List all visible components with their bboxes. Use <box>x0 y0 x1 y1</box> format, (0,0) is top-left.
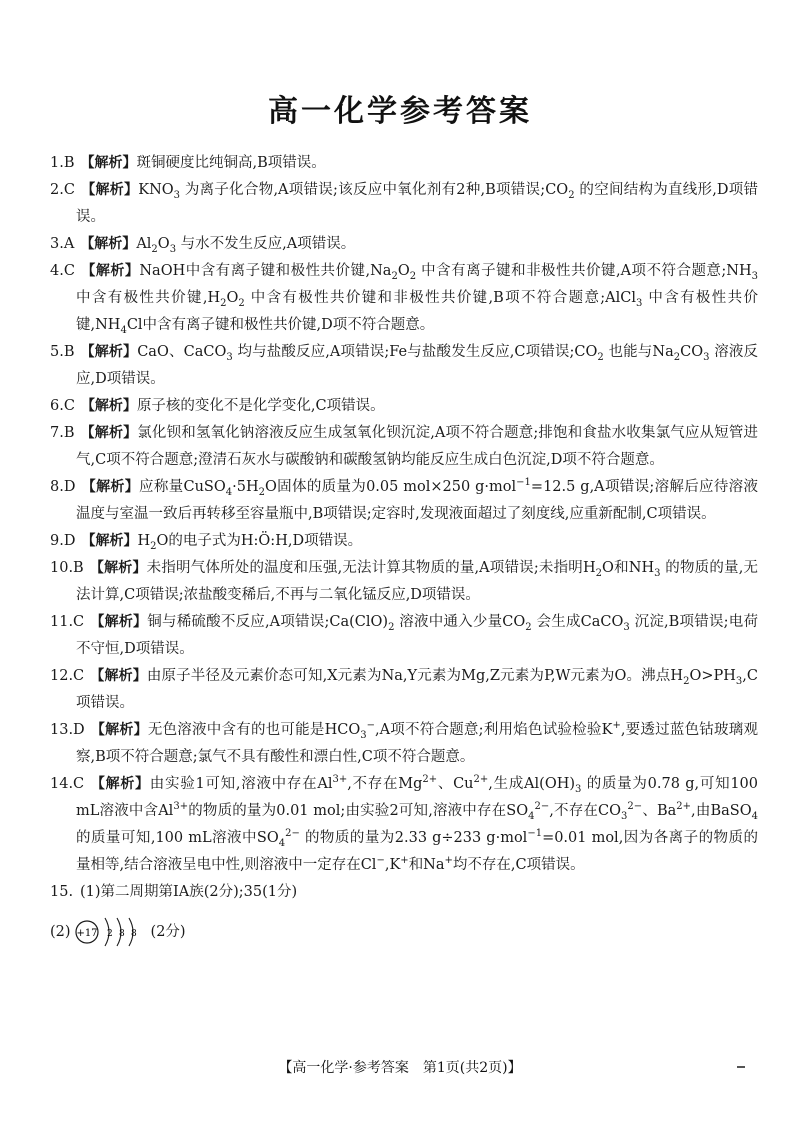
answer-item <box>50 609 758 663</box>
analysis-tag: 【解析】 <box>90 614 148 630</box>
page-title: 高一化学参考答案 <box>268 94 532 129</box>
analysis-tag: 【解析】 <box>80 182 139 198</box>
answer-number: 5.B <box>50 344 75 360</box>
electron-count: 8 <box>130 929 137 939</box>
answer-item <box>50 771 758 879</box>
answer-item <box>50 474 758 528</box>
analysis-tag: 【解析】 <box>89 560 147 576</box>
analysis-tag: 【解析】 <box>80 398 137 414</box>
answer-item <box>50 339 758 393</box>
answer-number: 2.C <box>50 182 75 198</box>
answer-item <box>50 717 758 771</box>
answer-item <box>50 393 758 420</box>
answer-number: 15. <box>50 884 74 900</box>
atom-line-prefix: (2) <box>50 923 71 940</box>
electron-count: 2 <box>106 929 113 939</box>
electron-count: 8 <box>118 929 125 939</box>
analysis-tag: 【解析】 <box>80 425 138 441</box>
answer-text: 铜与稀硫酸不反应,A项错误$;Ca(ClO)_2$ 溶液中通入少量$CO_2$ 会生成CaCO$_3$ 沉淀,B项错误;电荷不守恒,D项错误。 <box>76 614 759 657</box>
corner-mark <box>737 1066 745 1068</box>
answer-text: (1)第二周期第ⅠA族(2分);35(1分) <box>80 884 298 900</box>
answer-number: 6.C <box>50 398 75 414</box>
answer-item <box>50 528 758 555</box>
answer-number: 3.A <box>50 236 75 252</box>
analysis-tag: 【解析】 <box>90 668 147 684</box>
answer-item <box>50 420 758 474</box>
answer-text: 氯化钡和氢氧化钠溶液反应生成氢氧化钡沉淀,A项不符合题意;排饱和食盐水收集氯气应从短管进气,C项不符合题意;澄清石灰水与碳酸钠和碳酸氢钠均能反应生成白色沉淀,D项不符合题意。 <box>76 425 758 468</box>
page-footer: 【高一化学·参考答案 第1页(共2页)】 <box>278 1060 522 1076</box>
answer-item <box>50 879 758 906</box>
analysis-tag: 【解析】 <box>80 263 140 279</box>
analysis-tag: 【解析】 <box>81 479 140 495</box>
answer-text: 应称量$CuSO_4\cdot 5H_2O$固体的质量为0.05 mol×250 g·mol$^{-1}$=12.5 g,A项错误;溶解后应待溶液温度与室温一致后再转移至容量瓶中,B项错误;定容时,发现液面超过了刻度线,应重新配制,C项错误。 <box>76 477 758 522</box>
answer-item <box>50 555 758 609</box>
answer-number: 14.C <box>50 776 85 792</box>
atom-line-score: (2分) <box>150 923 186 940</box>
answer-text: CaO、CaCO$_3$ 均与盐酸反应,A项错误;Fe与盐酸发生反应,C项错误$;CO_2$ 也能与$Na_2CO_3$ 溶液反应,D项错误。 <box>76 344 759 387</box>
answer-number: 8.D <box>50 479 76 495</box>
answer-number: 7.B <box>50 425 75 441</box>
answer-number: 13.D <box>50 722 85 738</box>
answer-list <box>50 150 758 952</box>
answer-text: 无色溶液中含有的也可能是$HCO_3^-,A$项不符合题意;利用焰色试验检验K+,要透过蓝色钴玻璃观察,B项不符合题意;氯气不具有酸性和漂白性,C项不符合题意。 <box>76 720 758 765</box>
answer-item <box>50 231 758 258</box>
answer-text: 原子核的变化不是化学变化,C项错误。 <box>136 398 385 414</box>
answer-item <box>50 258 758 339</box>
analysis-tag: 【解析】 <box>90 776 150 792</box>
answer-number: 1.B <box>50 155 75 171</box>
answer-text: $H_2O$的电子式为H:Ö:H,D项错误。 <box>137 533 363 552</box>
analysis-tag: 【解析】 <box>80 344 138 360</box>
answer-text: 斑铜硬度比纯铜高,B项错误。 <box>136 155 326 171</box>
answer-text: $Al_2O_3$ 与水不发生反应,A项错误。 <box>136 236 356 255</box>
answer-item <box>50 663 758 717</box>
answer-number: 10.B <box>50 560 84 576</box>
answer-text: $KNO_3$ 为离子化合物,A项错误;该反应中氧化剂有2种,B项错误$;CO_2$ 的空间结构为直线形,D项错误。 <box>76 182 759 225</box>
analysis-tag: 【解析】 <box>80 155 137 171</box>
answer-number: 12.C <box>50 668 85 684</box>
answer-number: 9.D <box>50 533 76 549</box>
answer-text: 未指明气体所处的温度和压强,无法计算其物质的量,A项错误;未指明$H_2O$和$NH_3$ 的物质的量,无法计算,C项错误;浓盐酸变稀后,不再与二氧化锰反应,D项错误。 <box>76 560 759 603</box>
answer-number: 4.C <box>50 263 75 279</box>
analysis-tag: 【解析】 <box>80 236 137 252</box>
answer-text: 由原子半径及元素价态可知,X元素为Na,Y元素为Mg,Z元素为P,W元素为O。沸点$H_2O>PH_3,C$项错误。 <box>76 668 758 711</box>
nucleus-charge: +17 <box>75 928 98 939</box>
answer-item <box>50 177 758 231</box>
chloride-ion-diagram <box>71 912 151 952</box>
analysis-tag: 【解析】 <box>81 533 138 549</box>
answer-number: 11.C <box>50 614 85 630</box>
answer-text: 由实验1可知,溶液中存在$Al^{3+}$,不存在$Mg^{2+}$、$Cu^{2+}$,生成$Al(OH)_3$ 的质量为0.78 g,可知100 mL溶液中含$Al^{3+}$的物质的量为0.01 mol;由实验2可知,溶液中存在$SO_4^{2-}$,不存在$CO_3^{2-}$、$Ba^{2+}$,由BaSO$_4$ 的质量可知,100 mL溶液中$SO_4^{2-}$ 的物质的量为2.33 g÷233 g·mol$^{-1}$=0.01 mol,因为各离子的物质的量相等,结合溶液呈电中性,则溶液中一定存在Cl−,K+和Na+均不存在,C项错误。 <box>76 774 758 873</box>
answer-item <box>50 150 758 177</box>
analysis-tag: 【解析】 <box>90 722 148 738</box>
atom-structure-line <box>50 912 758 952</box>
answer-text: NaOH中含有离子键和极性共价键$,Na_2O_2$ 中含有离子键和非极性共价键,A项不符合题意$;NH_3$ 中含有极性共价键$,H_2O_2$ 中含有极性共价键和非极性共价键,B项不符合题意;AlCl$_3$ 中含有极性共价键$,NH_4Cl$中含有离子键和极性共价键,D项不符合题意。 <box>76 263 759 336</box>
